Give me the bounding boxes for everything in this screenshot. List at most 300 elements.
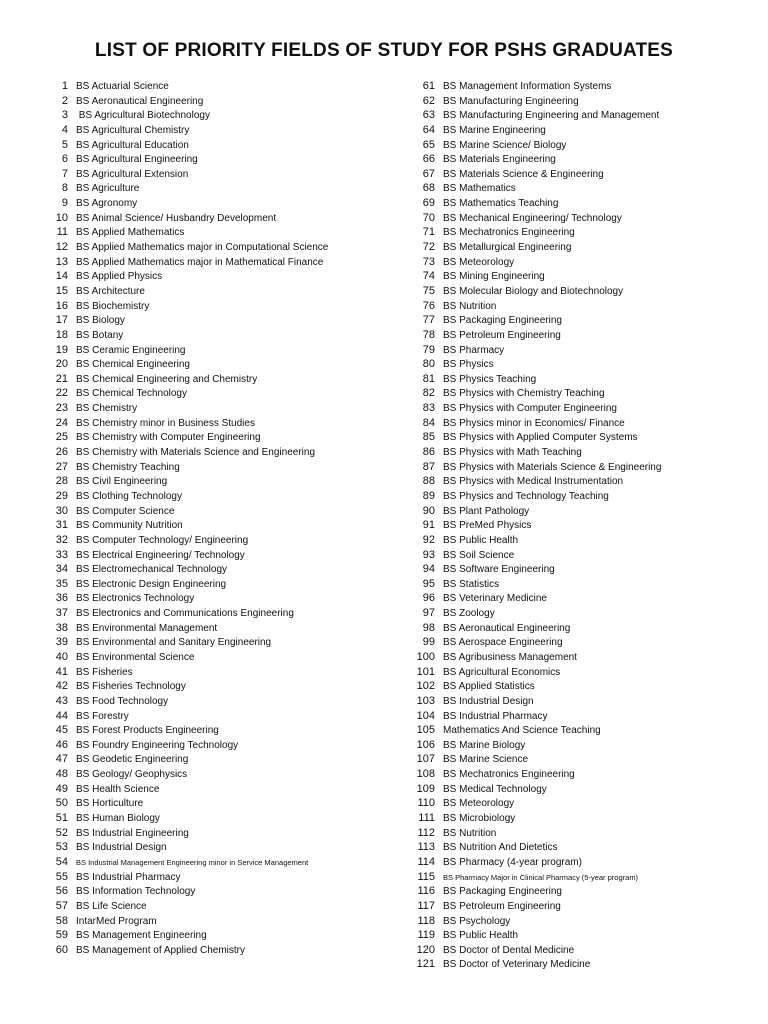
field-of-study: BS Petroleum Engineering bbox=[443, 329, 561, 341]
list-item bbox=[405, 416, 745, 431]
list-item bbox=[40, 606, 380, 621]
field-of-study: BS Plant Pathology bbox=[443, 505, 530, 517]
field-of-study: BS Fisheries bbox=[76, 666, 133, 678]
item-number: 36 bbox=[55, 592, 68, 605]
list-item bbox=[40, 460, 380, 475]
list-item bbox=[40, 694, 380, 709]
list-item bbox=[40, 723, 380, 738]
list-item bbox=[405, 826, 745, 841]
field-of-study: BS Applied Mathematics major in Computational Science bbox=[76, 242, 329, 254]
item-number: 110 bbox=[417, 797, 435, 810]
item-number: 78 bbox=[422, 328, 435, 341]
list-item bbox=[40, 401, 380, 416]
field-of-study: BS Applied Statistics bbox=[443, 681, 535, 693]
list-item bbox=[40, 533, 380, 548]
item-number: 11 bbox=[56, 226, 68, 239]
item-number: 17 bbox=[55, 314, 68, 327]
item-number: 84 bbox=[422, 416, 435, 429]
item-number: 104 bbox=[416, 709, 435, 722]
field-of-study: BS Medical Technology bbox=[443, 783, 547, 795]
item-number: 85 bbox=[422, 431, 435, 444]
list-item bbox=[40, 386, 380, 401]
item-number: 14 bbox=[55, 270, 68, 283]
field-of-study: BS Materials Engineering bbox=[443, 154, 556, 166]
field-of-study: BS Applied Mathematics bbox=[76, 227, 185, 239]
field-of-study: BS Chemical Engineering bbox=[76, 359, 190, 371]
item-number: 18 bbox=[55, 328, 68, 341]
field-of-study: BS Aeronautical Engineering bbox=[76, 95, 204, 107]
item-number: 86 bbox=[422, 446, 435, 459]
item-number: 73 bbox=[422, 255, 435, 268]
item-number: 22 bbox=[55, 387, 68, 400]
item-number: 97 bbox=[422, 607, 435, 620]
item-number: 51 bbox=[55, 812, 68, 825]
list-item bbox=[40, 870, 380, 885]
field-of-study: BS Environmental Management bbox=[76, 622, 218, 634]
field-of-study: BS Nutrition bbox=[443, 827, 497, 839]
list-item bbox=[40, 167, 380, 182]
field-of-study: BS Metallurgical Engineering bbox=[443, 242, 572, 254]
field-of-study: BS Pharmacy Major in Clinical Pharmacy (5-year program) bbox=[443, 872, 639, 882]
field-of-study: BS Physics bbox=[443, 359, 494, 371]
list-item bbox=[405, 152, 745, 167]
list-item bbox=[405, 665, 745, 680]
list-item bbox=[40, 489, 380, 504]
field-of-study: BS Packaging Engineering bbox=[443, 886, 562, 898]
list-item bbox=[405, 79, 745, 94]
item-number: 13 bbox=[55, 255, 68, 268]
item-number: 33 bbox=[55, 548, 68, 561]
field-of-study: BS Information Technology bbox=[76, 886, 196, 898]
field-of-study: BS Electronics and Communications Engineering bbox=[76, 608, 294, 620]
field-of-study: BS Veterinary Medicine bbox=[443, 593, 547, 605]
field-of-study: BS Environmental and Sanitary Engineering bbox=[76, 637, 272, 649]
field-of-study: BS Management Information Systems bbox=[443, 81, 612, 92]
field-of-study: IntarMed Program bbox=[76, 915, 157, 927]
item-number: 2 bbox=[61, 94, 68, 107]
list-item bbox=[40, 211, 380, 226]
item-number: 59 bbox=[55, 929, 68, 942]
item-number: 23 bbox=[55, 402, 68, 415]
field-of-study: BS Aerospace Engineering bbox=[443, 637, 563, 649]
item-number: 42 bbox=[55, 680, 68, 693]
list-item bbox=[405, 928, 745, 943]
list-item bbox=[405, 138, 745, 153]
item-number: 1 bbox=[61, 80, 68, 92]
item-number: 29 bbox=[55, 489, 68, 502]
item-number: 89 bbox=[422, 489, 435, 502]
item-number: 54 bbox=[55, 855, 68, 868]
list-item bbox=[405, 694, 745, 709]
list-item bbox=[40, 796, 380, 811]
item-number: 77 bbox=[422, 314, 435, 327]
list-item bbox=[405, 94, 745, 109]
item-number: 15 bbox=[55, 284, 68, 297]
field-of-study: BS Marine Engineering bbox=[443, 124, 546, 136]
list-item bbox=[40, 884, 380, 899]
list-item bbox=[405, 899, 745, 914]
field-of-study: BS Forest Products Engineering bbox=[76, 725, 219, 737]
list-item bbox=[40, 225, 380, 240]
field-of-study: BS Physics with Computer Engineering bbox=[443, 403, 617, 415]
field-of-study: BS Manufacturing Engineering and Management bbox=[443, 110, 660, 122]
list-item bbox=[40, 928, 380, 943]
field-of-study: BS Life Science bbox=[76, 900, 147, 912]
list-item bbox=[40, 562, 380, 577]
item-number: 62 bbox=[422, 94, 435, 107]
item-number: 67 bbox=[422, 167, 435, 180]
list-item bbox=[40, 474, 380, 489]
item-number: 37 bbox=[55, 607, 68, 620]
item-number: 121 bbox=[416, 958, 435, 971]
item-number: 91 bbox=[422, 519, 435, 532]
item-number: 40 bbox=[55, 650, 68, 663]
field-of-study: BS Industrial Engineering bbox=[76, 827, 189, 839]
list-item bbox=[405, 445, 745, 460]
list-item bbox=[405, 313, 745, 328]
list-item bbox=[40, 899, 380, 914]
list-item bbox=[40, 240, 380, 255]
list-item bbox=[40, 269, 380, 284]
field-of-study: BS Agricultural Engineering bbox=[76, 154, 198, 166]
list-item bbox=[40, 299, 380, 314]
list-item bbox=[40, 650, 380, 665]
list-item bbox=[405, 211, 745, 226]
item-number: 46 bbox=[55, 738, 68, 751]
field-of-study: BS Mathematics bbox=[443, 183, 516, 195]
field-of-study: BS Applied Mathematics major in Mathematical Finance bbox=[76, 256, 324, 268]
field-of-study: BS Physics with Chemistry Teaching bbox=[443, 388, 605, 400]
field-of-study: BS Mechatronics Engineering bbox=[443, 769, 575, 781]
list-item bbox=[405, 591, 745, 606]
item-number: 82 bbox=[422, 387, 435, 400]
field-of-study: BS Physics and Technology Teaching bbox=[443, 490, 609, 502]
item-number: 57 bbox=[55, 899, 68, 912]
list-item bbox=[405, 679, 745, 694]
list-item bbox=[405, 811, 745, 826]
list-item bbox=[405, 181, 745, 196]
list-item bbox=[405, 196, 745, 211]
list-item bbox=[405, 752, 745, 767]
field-of-study: BS Marine Science/ Biology bbox=[443, 139, 567, 151]
item-number: 31 bbox=[55, 519, 68, 532]
field-of-study: Mathematics And Science Teaching bbox=[443, 725, 601, 737]
list-item bbox=[40, 811, 380, 826]
field-of-study: BS Civil Engineering bbox=[76, 476, 168, 488]
item-number: 113 bbox=[417, 841, 435, 854]
field-of-study: BS Electrical Engineering/ Technology bbox=[76, 549, 245, 561]
item-number: 107 bbox=[416, 753, 435, 766]
item-number: 94 bbox=[422, 563, 435, 576]
field-of-study: BS Doctor of Veterinary Medicine bbox=[443, 959, 591, 971]
item-number: 43 bbox=[55, 694, 68, 707]
item-number: 30 bbox=[55, 504, 68, 517]
item-number: 106 bbox=[416, 738, 435, 751]
list-item bbox=[40, 591, 380, 606]
list-item bbox=[405, 284, 745, 299]
field-of-study: BS Human Biology bbox=[76, 813, 160, 825]
item-number: 52 bbox=[55, 826, 68, 839]
field-of-study: BS Industrial Design bbox=[76, 842, 167, 854]
field-of-study: BS Botany bbox=[76, 329, 124, 341]
field-of-study: BS Management of Applied Chemistry bbox=[76, 944, 245, 956]
item-number: 96 bbox=[422, 592, 435, 605]
item-number: 83 bbox=[422, 402, 435, 415]
field-of-study: BS Zoology bbox=[443, 608, 495, 620]
field-of-study: BS Pharmacy (4-year program) bbox=[443, 856, 582, 868]
list-item bbox=[405, 840, 745, 855]
field-of-study: BS Applied Physics bbox=[76, 271, 163, 283]
item-number: 64 bbox=[422, 123, 435, 136]
list-item bbox=[40, 621, 380, 636]
list-item bbox=[40, 518, 380, 533]
item-number: 74 bbox=[422, 270, 435, 283]
field-of-study: BS Mining Engineering bbox=[443, 271, 545, 283]
field-of-study: BS Clothing Technology bbox=[76, 490, 182, 502]
field-of-study: BS Industrial Design bbox=[443, 695, 534, 707]
item-number: 38 bbox=[55, 621, 68, 634]
list-item bbox=[405, 562, 745, 577]
item-number: 5 bbox=[61, 138, 68, 151]
list-item bbox=[40, 123, 380, 138]
item-number: 68 bbox=[422, 182, 435, 195]
field-of-study: BS Foundry Engineering Technology bbox=[76, 739, 239, 751]
list-item bbox=[405, 123, 745, 138]
field-of-study: BS Forestry bbox=[76, 710, 129, 722]
list-item bbox=[40, 255, 380, 270]
list-item bbox=[40, 709, 380, 724]
item-number: 92 bbox=[422, 533, 435, 546]
list-item bbox=[40, 826, 380, 841]
list-item bbox=[405, 489, 745, 504]
item-number: 58 bbox=[55, 914, 68, 927]
item-number: 60 bbox=[55, 943, 68, 956]
list-item bbox=[405, 474, 745, 489]
item-number: 99 bbox=[422, 636, 435, 649]
list-item bbox=[40, 855, 380, 870]
field-of-study: BS Soil Science bbox=[443, 549, 515, 561]
item-number: 61 bbox=[422, 80, 435, 92]
field-of-study: BS Agriculture bbox=[76, 183, 140, 195]
field-of-study: BS Ceramic Engineering bbox=[76, 344, 186, 356]
item-number: 108 bbox=[416, 768, 435, 781]
list-item bbox=[405, 870, 745, 885]
item-number: 19 bbox=[55, 343, 68, 356]
item-number: 27 bbox=[55, 460, 68, 473]
item-number: 32 bbox=[55, 533, 68, 546]
item-number: 9 bbox=[61, 197, 68, 210]
list-item bbox=[40, 752, 380, 767]
item-number: 72 bbox=[422, 241, 435, 254]
item-number: 105 bbox=[416, 724, 435, 737]
field-of-study: BS Fisheries Technology bbox=[76, 681, 186, 693]
list-item bbox=[40, 313, 380, 328]
field-of-study: BS Molecular Biology and Biotechnology bbox=[443, 285, 624, 297]
field-of-study: BS Industrial Pharmacy bbox=[443, 710, 548, 722]
item-number: 93 bbox=[422, 548, 435, 561]
list-item bbox=[405, 884, 745, 899]
field-of-study: BS Manufacturing Engineering bbox=[443, 95, 579, 107]
field-of-study: BS Food Technology bbox=[76, 695, 169, 707]
list-item bbox=[40, 504, 380, 519]
item-number: 87 bbox=[422, 460, 435, 473]
field-of-study: BS Physics with Medical Instrumentation bbox=[443, 476, 624, 488]
item-number: 114 bbox=[417, 855, 435, 868]
field-of-study: BS Chemistry Teaching bbox=[76, 461, 180, 473]
item-number: 118 bbox=[417, 914, 435, 927]
item-number: 76 bbox=[422, 299, 435, 312]
field-of-study: BS Physics with Applied Computer Systems bbox=[443, 432, 638, 444]
list-item bbox=[405, 635, 745, 650]
list-item bbox=[40, 782, 380, 797]
field-of-study: BS Geodetic Engineering bbox=[76, 754, 189, 766]
item-number: 63 bbox=[422, 109, 435, 122]
item-number: 119 bbox=[417, 929, 435, 942]
list-item bbox=[40, 767, 380, 782]
field-of-study: BS Industrial Pharmacy bbox=[76, 871, 181, 883]
list-item bbox=[405, 328, 745, 343]
field-of-study: BS Chemistry minor in Business Studies bbox=[76, 417, 255, 429]
list-item bbox=[40, 79, 380, 94]
list-item bbox=[405, 767, 745, 782]
fields-list-left bbox=[40, 79, 380, 957]
list-item bbox=[405, 548, 745, 563]
list-item bbox=[405, 386, 745, 401]
field-of-study: BS Architecture bbox=[76, 285, 145, 297]
list-item bbox=[405, 577, 745, 592]
list-item bbox=[40, 328, 380, 343]
list-item bbox=[40, 679, 380, 694]
list-item bbox=[40, 577, 380, 592]
list-item bbox=[405, 606, 745, 621]
field-of-study: BS Horticulture bbox=[76, 798, 144, 810]
field-of-study: BS Electronics Technology bbox=[76, 593, 195, 605]
item-number: 109 bbox=[416, 782, 435, 795]
field-of-study: BS Materials Science & Engineering bbox=[443, 168, 604, 180]
list-item bbox=[40, 152, 380, 167]
list-item bbox=[40, 108, 380, 123]
item-number: 69 bbox=[422, 197, 435, 210]
item-number: 53 bbox=[55, 841, 68, 854]
item-number: 66 bbox=[422, 153, 435, 166]
list-item bbox=[405, 357, 745, 372]
field-of-study: BS Agricultural Chemistry bbox=[76, 124, 190, 136]
item-number: 44 bbox=[55, 709, 68, 722]
list-item bbox=[405, 855, 745, 870]
item-number: 100 bbox=[416, 650, 435, 663]
field-of-study: BS Marine Science bbox=[443, 754, 529, 766]
list-item bbox=[40, 635, 380, 650]
item-number: 47 bbox=[55, 753, 68, 766]
field-of-study: BS Software Engineering bbox=[443, 564, 555, 576]
field-of-study: BS Chemistry with Materials Science and Engineering bbox=[76, 447, 315, 459]
field-of-study: BS Aeronautical Engineering bbox=[443, 622, 571, 634]
item-number: 115 bbox=[417, 870, 435, 883]
item-number: 35 bbox=[55, 577, 68, 590]
field-of-study: BS Physics Teaching bbox=[443, 373, 537, 385]
item-number: 80 bbox=[422, 358, 435, 371]
list-item bbox=[405, 533, 745, 548]
list-item bbox=[40, 914, 380, 929]
item-number: 98 bbox=[422, 621, 435, 634]
item-number: 103 bbox=[416, 694, 435, 707]
item-number: 95 bbox=[422, 577, 435, 590]
field-of-study: BS Meteorology bbox=[443, 798, 515, 810]
item-number: 16 bbox=[55, 299, 68, 312]
item-number: 50 bbox=[55, 797, 68, 810]
field-of-study: BS Chemical Engineering and Chemistry bbox=[76, 373, 258, 385]
item-number: 6 bbox=[61, 153, 68, 166]
field-of-study: BS Psychology bbox=[443, 915, 511, 927]
list-item bbox=[405, 240, 745, 255]
list-item bbox=[40, 738, 380, 753]
list-item bbox=[405, 504, 745, 519]
item-number: 55 bbox=[55, 870, 68, 883]
page-title: LIST OF PRIORITY FIELDS OF STUDY FOR PSHS GRADUATES bbox=[94, 40, 674, 61]
field-of-study: BS Agribusiness Management bbox=[443, 651, 577, 663]
item-number: 120 bbox=[416, 943, 435, 956]
item-number: 45 bbox=[55, 724, 68, 737]
field-of-study: BS Packaging Engineering bbox=[443, 315, 562, 327]
field-of-study: BS Mechatronics Engineering bbox=[443, 227, 575, 239]
list-item bbox=[40, 196, 380, 211]
field-of-study: BS Agricultural Education bbox=[76, 139, 189, 151]
item-number: 41 bbox=[55, 665, 68, 678]
field-of-study: BS Statistics bbox=[443, 578, 500, 590]
list-item bbox=[405, 738, 745, 753]
list-item bbox=[405, 167, 745, 182]
list-item bbox=[40, 665, 380, 680]
item-number: 111 bbox=[418, 812, 435, 825]
list-item bbox=[40, 357, 380, 372]
item-number: 21 bbox=[55, 372, 68, 385]
field-of-study: BS Petroleum Engineering bbox=[443, 900, 561, 912]
field-of-study: BS Biology bbox=[76, 315, 125, 327]
list-item bbox=[40, 416, 380, 431]
list-item bbox=[405, 796, 745, 811]
field-of-study: BS Agricultural Economics bbox=[443, 666, 561, 678]
field-of-study: BS Electromechanical Technology bbox=[76, 564, 228, 576]
list-item bbox=[405, 269, 745, 284]
item-number: 117 bbox=[417, 899, 435, 912]
field-of-study: BS Computer Technology/ Engineering bbox=[76, 534, 249, 546]
field-of-study: BS Doctor of Dental Medicine bbox=[443, 944, 575, 956]
item-number: 49 bbox=[55, 782, 68, 795]
item-number: 116 bbox=[417, 885, 435, 898]
field-of-study: BS Nutrition And Dietetics bbox=[443, 842, 558, 854]
list-item bbox=[40, 181, 380, 196]
item-number: 79 bbox=[422, 343, 435, 356]
item-number: 70 bbox=[422, 211, 435, 224]
field-of-study: BS Environmental Science bbox=[76, 651, 195, 663]
field-of-study: BS Actuarial Science bbox=[76, 81, 169, 92]
field-of-study: BS Physics minor in Economics/ Finance bbox=[443, 417, 625, 429]
field-of-study: BS PreMed Physics bbox=[443, 520, 532, 532]
field-of-study: BS Chemistry with Computer Engineering bbox=[76, 432, 261, 444]
list-item bbox=[405, 723, 745, 738]
field-of-study: BS Physics with Materials Science & Engineering bbox=[443, 461, 662, 473]
field-of-study: BS Industrial Management Engineering minor in Service Management bbox=[76, 857, 309, 867]
item-number: 34 bbox=[55, 563, 68, 576]
field-of-study: BS Agronomy bbox=[76, 198, 138, 210]
field-of-study: BS Mechanical Engineering/ Technology bbox=[443, 212, 622, 224]
list-item bbox=[40, 840, 380, 855]
field-of-study: BS Community Nutrition bbox=[76, 520, 183, 532]
list-item bbox=[40, 943, 380, 958]
field-of-study: BS Microbiology bbox=[443, 813, 516, 825]
item-number: 24 bbox=[55, 416, 68, 429]
item-number: 56 bbox=[55, 885, 68, 898]
